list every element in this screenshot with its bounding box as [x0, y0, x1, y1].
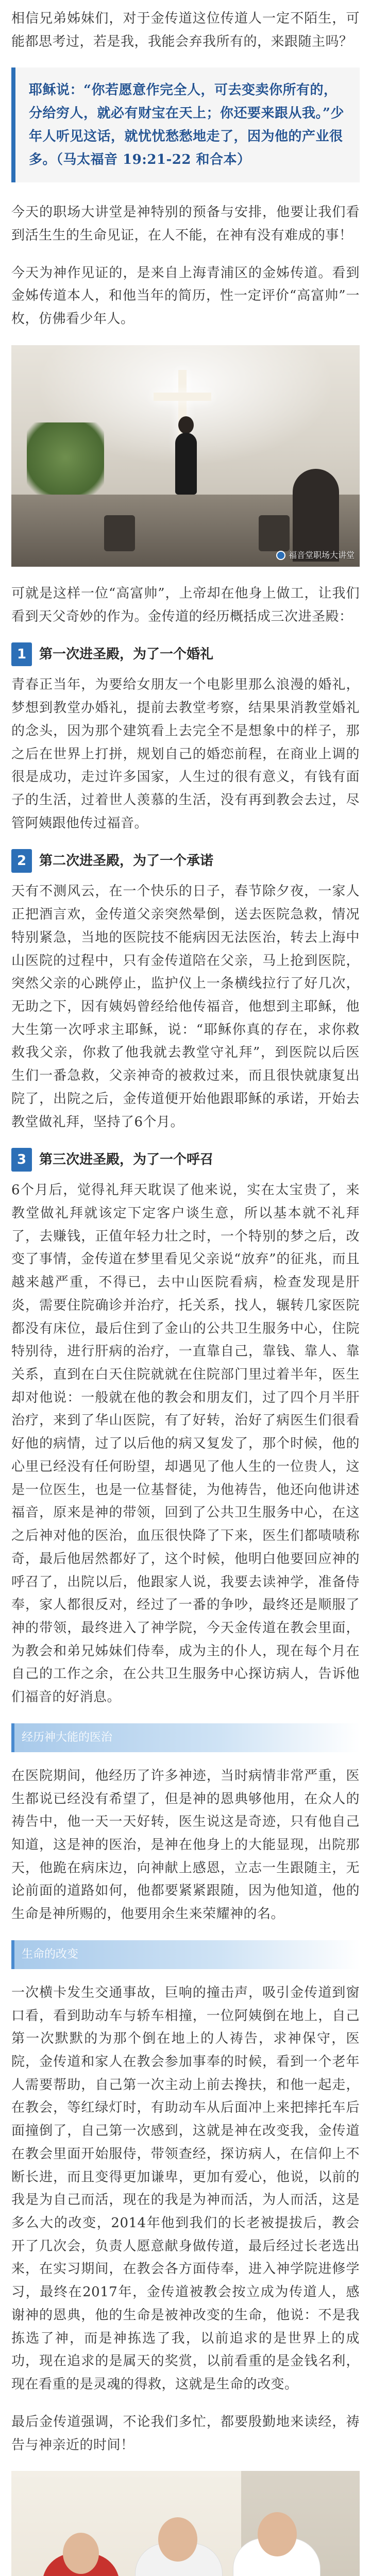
person-head	[158, 2517, 197, 2562]
intro-paragraph: 相信兄弟姊妹们，对于金传道这位传道人一定不陌生，可能都思考过，若是我，我能会弃我所有的，来跟随主吗？	[11, 11, 360, 49]
section-title: 第一次进圣殿，为了一个婚礼	[39, 646, 214, 662]
paragraph: 可就是这样一位“高富帅”，上帝却在他身上做工，让我们看到天父奇妙的作为。金传道的经历概括成三次进圣殿：	[11, 585, 360, 624]
logo-icon	[276, 551, 285, 560]
paragraph: 在医院期间，他经历了许多神迹，当时病情非常严重，医生都说已经没有希望了，但是神的恩典够他用，在众人的祷告中，他一天一天好转，医生说这是奇迹，只有他自己知道，这是神的医治，是神在他身上的大能显现，出院那天，他跪在病床边，向神献上感恩，立志一生跟随主，无论前面的道路如何，他都要紧紧跟随，因为他知道，他的生命是神所赐的，他要用余生来荣耀神的名。	[11, 1768, 360, 1922]
section-heading	[11, 642, 360, 666]
banner-text: 生命的改变	[22, 1947, 79, 1961]
quote-text: 耶稣说：“你若愿意作完全人，可去变卖你所有的，分给穷人，就必有财宝在天上；你还要来跟从我。”少年人听见这话，就忧忧愁愁地走了，因为他的产业很多。（马太福音 19:21-22 和合本）	[29, 82, 344, 167]
section-number: 1	[11, 642, 32, 666]
speaker-photo	[11, 345, 360, 567]
subheading-banner	[11, 1940, 360, 1969]
photo-watermark	[276, 548, 355, 563]
paragraph: 今天为神作见证的，是来自上海青浦区的金姊传道。看到金姊传道本人，和他当年的简历，性一定评价“高富帅”一枚，仿佛看少年人。	[11, 265, 360, 327]
section-body: 青春正当年，为要给女朋友一个电影里那么浪漫的婚礼，梦想到教堂办婚礼，提前去教堂考察，结果果消教堂婚礼的念头，因为那个建筑看上去完全不是想象中的样子，那之后在世界上打拼，规划自己的婚恋前程，在商业上调的很是成功，走过许多国家，人生过的很有意义，有钱有面子的生活，过着世人羡慕的生活，没有再到教会去过，尽管阿姨跟他传过福音。	[11, 677, 360, 831]
bible-quote	[11, 67, 360, 182]
section-body: 天有不测风云，在一个快乐的日子，春节除夕夜，一家人正把酒言欢，金传道父亲突然晕倒，送去医院急救，情况特别紧急，当地的医院技不能病因无法医治，转去上海中山医院的过程中，只有金传道陪在父亲，马上抢到医院，突然父亲的心跳停止，监护仪上一条横线拉行了好几次，无助之下，因有姨妈曾经给他传福音，他想到主耶稣，他大生第一次呼求主耶稣，说：“耶稣你真的存在，求你救救我父亲，你救了他我就去教堂守礼拜”，到医院以后医生们一番急救，父亲神奇的被救过来，而且很快就康复出院了，出院之后，金传道便开始他跟耶稣的承诺，开始去教堂做礼拜，坚持了6个月。	[11, 884, 360, 1130]
speaker-head	[178, 416, 194, 434]
section-heading	[11, 1148, 360, 1172]
person-head	[63, 2533, 99, 2574]
group-photo	[11, 2471, 360, 2576]
watermark-text: 福音堂职场大讲堂	[288, 550, 355, 561]
cross-bar	[154, 393, 211, 401]
paragraph: 一次横卡发生交通事故，巨响的撞击声，吸引金传道到窗口看，看到助动车与轿车相撞，一位阿姨倒在地上，自己第一次默默的为那个倒在地上的人祷告，求神保守，医院，金传道和家人在教会参加事奉的时候，看到一个老年人需要帮助，自己第一次主动上前去搀扶，和他一起走，在教会，等红绿灯时，有助动车从后面冲上来把摔托车后面撞倒了，自己第一次感到，这就是神在改变我，金传道在教会里面开始服侍，带领查经，探访病人，在信仰上不断长进，而且变得更加谦卑，更加有爱心，他说，以前的我是为自己而活，现在的我是为神而活，为人而活，这是多么大的改变，2014年他到我们的长老被提拔后，教会开了几次会，负责人愿意献身做传道，最后经过长老选出来，在实习期间，在教会各方面侍奉，进入神学院进修学习，最终在2017年，金传道被教会按立成为传道人，感谢神的恩典，他的生命是被神改变的生命，他说：不是我拣选了神，而是神拣选了我，以前追求的是世界上的成功，现在追求的是属天的奖赏，以前看重的是金钱名利，现在看重的是灵魂的得救，这就是生命的改变。	[11, 1985, 360, 2393]
paragraph: 最后金传道强调，不论我们多忙，都要殷勤地来读经，祷告与神亲近的时间！	[11, 2414, 360, 2453]
chair	[104, 515, 135, 551]
section-body: 6个月后，觉得礼拜天耽误了他来说，实在太宝贵了，来教堂做礼拜就该定下定客户谈生意，所以基本就不礼拜了，去赚钱，正值年轻力壮之时，一个特别的梦之后，改变了事情，金传道在梦里看见父亲说“放弃”的征兆，而且越来越严重，不得已，去中山医院看病，检查发现是肝炎，需要住院确诊并治疗，托关系，找人，辗转几家医院都没有床位，最后住到了金山的公共卫生服务中心，住院特别待，进行肝病的治疗，一直靠自己，靠钱、靠人、靠关系，直到在白天住院就就在住院部门里过着半年，医生却对他说：一般就在他的教会和朋友们，过了四个月半肝治疗，来到了华山医院，有了好转，治好了病医生们很看好他的病情，过了以后他的病又复发了，那个时候，他的心里已经没有任何盼望，却遇见了他人生的一位贵人，这是一位医生，也是一位基督徒，为他祷告，他还向他讲述福音，原来是神的带领，回到了公共卫生服务中心，在这之后神对他的医治，血压很快降了下来，医生们都啧啧称奇，最后他居然都好了，这个时候，他明白他要回应神的呼召了，出院以后，他跟家人说，我要去读神学，准备侍奉，家人都很反对，经过了一番的争吵，最终还是顺服了神的带领，最终进入了神学院，今天金传道在教会里面，为教会和弟兄姊妹们侍奉，成为主的仆人，现在每个月在自己的工作之余，在公共卫生服务中心探访病人，告诉他们福音的好消息。	[11, 1182, 360, 1705]
section-heading	[11, 849, 360, 873]
paragraph: 今天的职场大讲堂是神特别的预备与安排，他要让我们看到活生生的生命见证，在人不能，在神有没有难成的事！	[11, 205, 360, 244]
chair	[259, 515, 290, 551]
audience-member	[293, 469, 339, 562]
section-title: 第三次进圣殿，为了一个呼召	[39, 1151, 214, 1167]
banner-text: 经历神大能的医治	[22, 1731, 113, 1744]
person-head	[258, 2512, 297, 2556]
section-title: 第二次进圣殿，为了一个承诺	[39, 853, 214, 869]
section-number: 2	[11, 849, 32, 873]
section-number: 3	[11, 1148, 32, 1172]
speaker	[175, 433, 197, 495]
subheading-banner	[11, 1723, 360, 1752]
